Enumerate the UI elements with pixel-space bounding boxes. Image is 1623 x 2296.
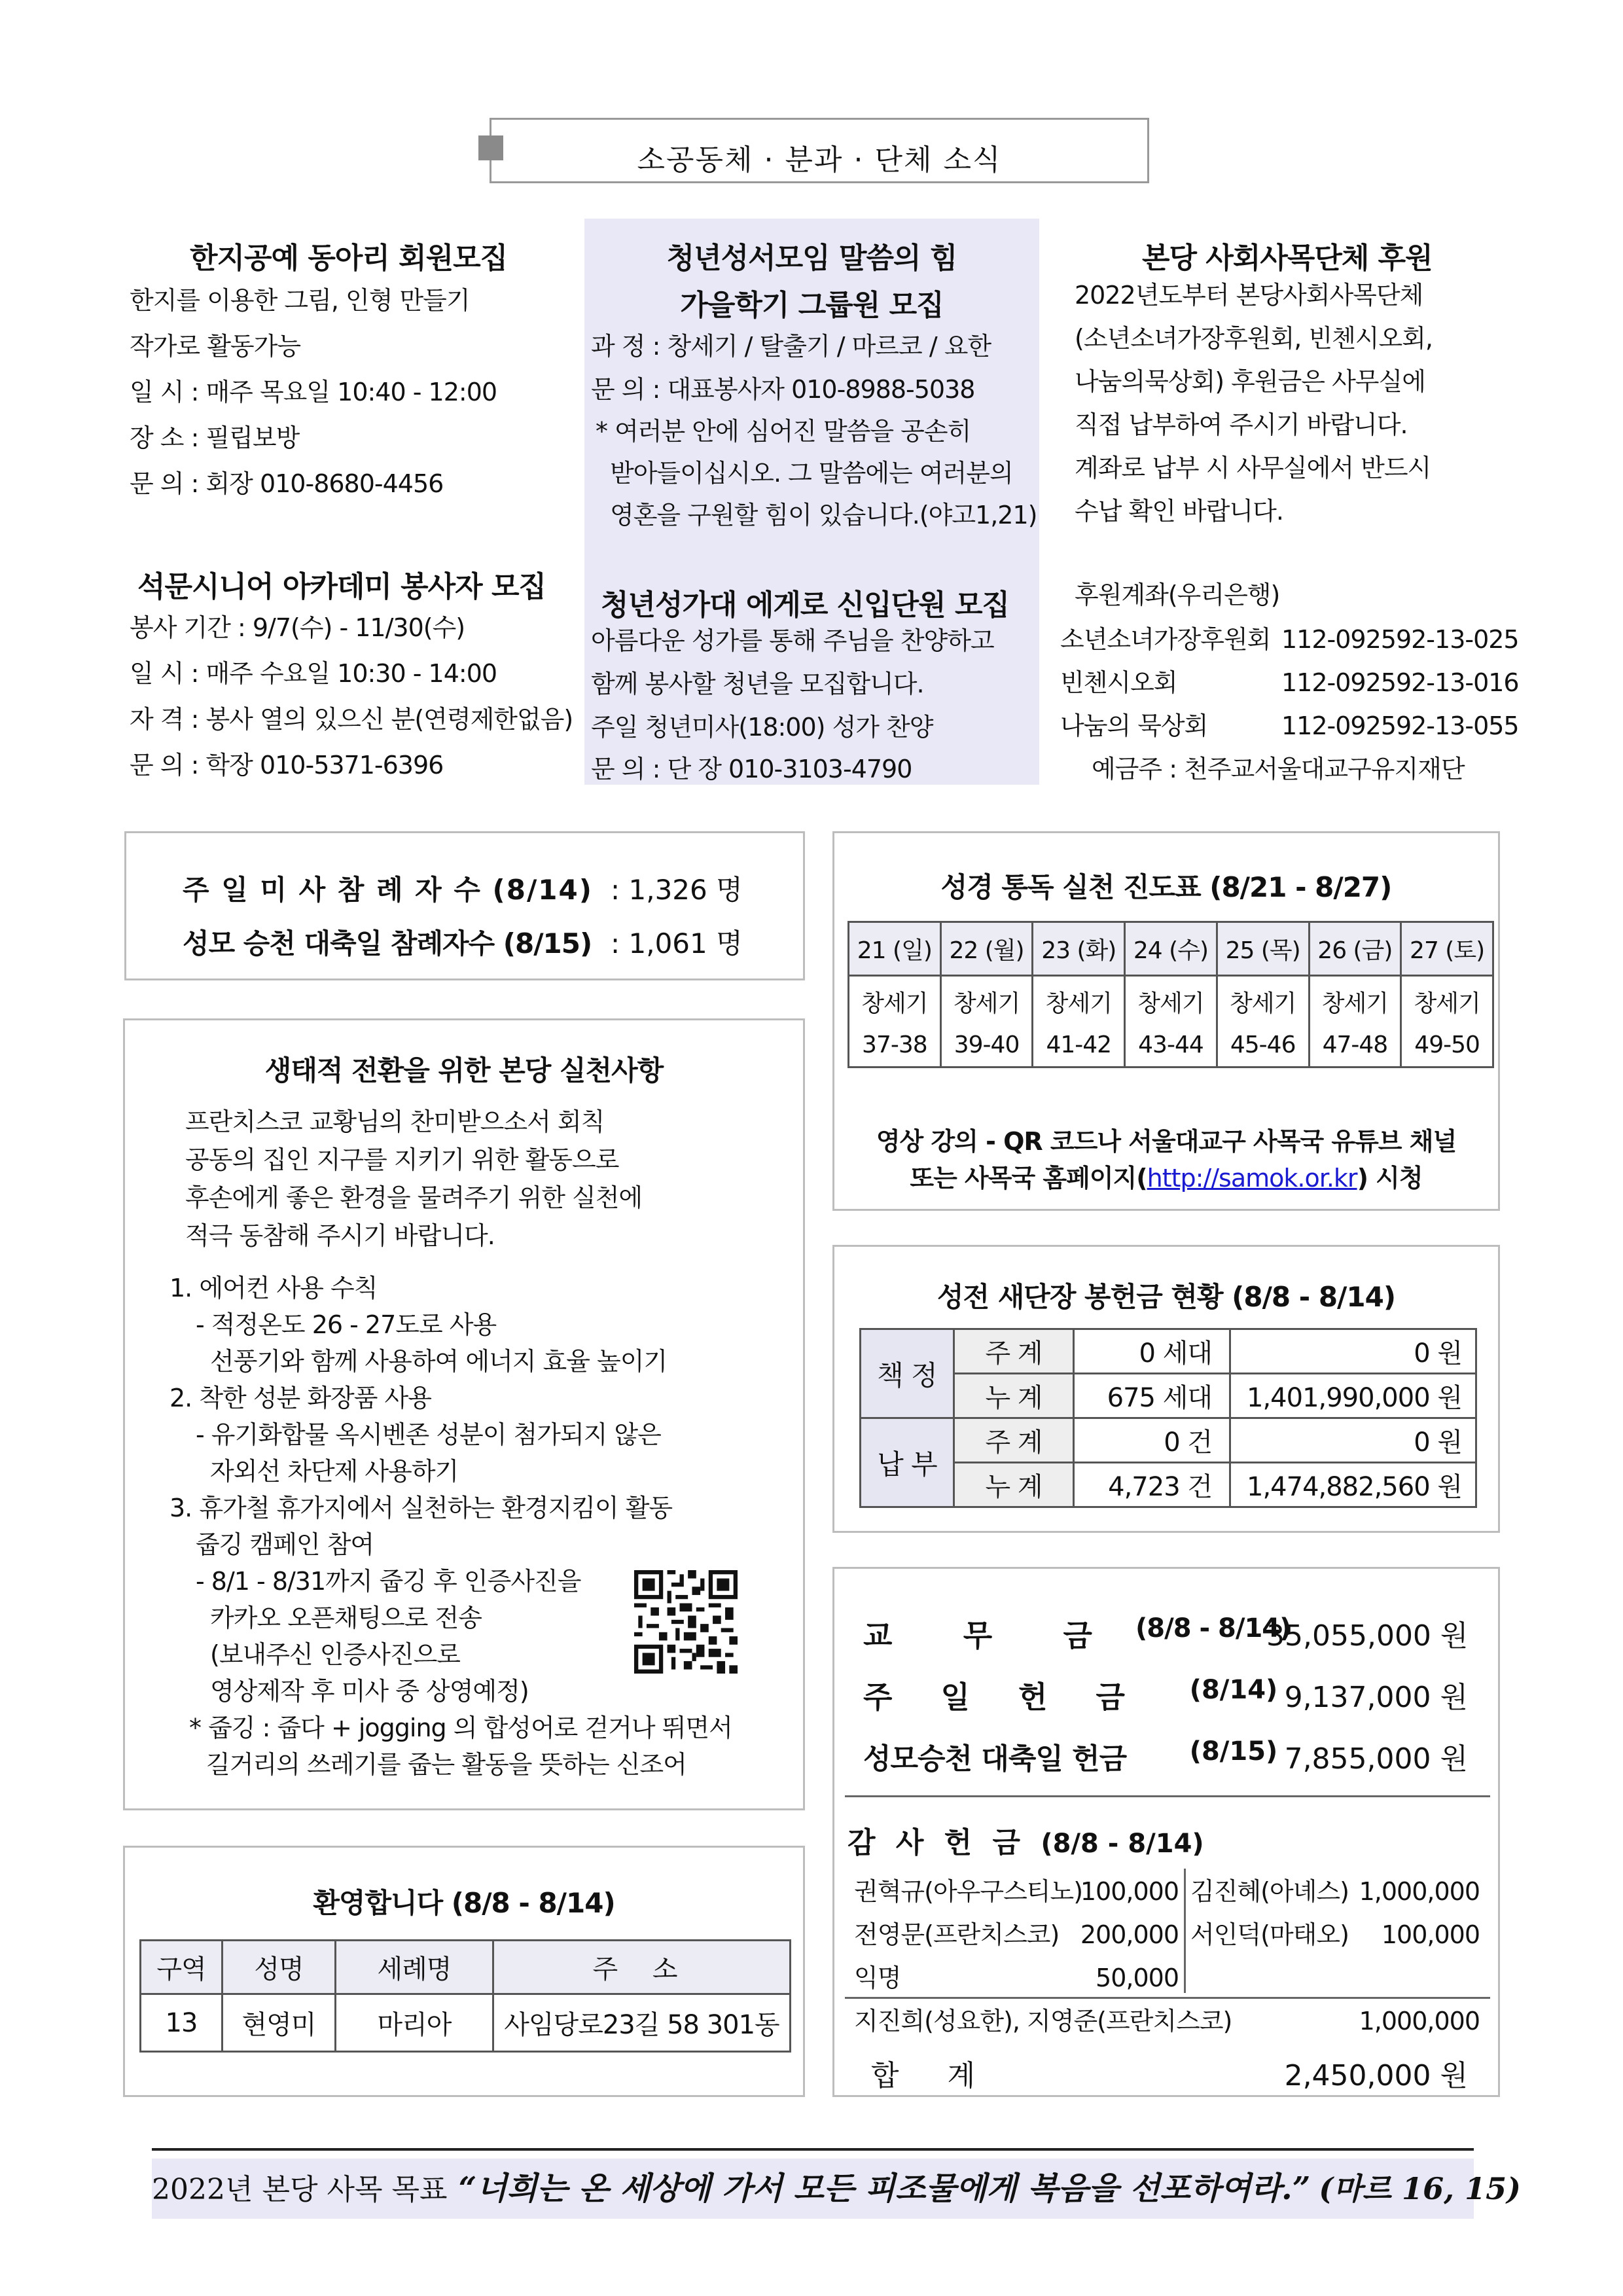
finance-label: 교 무 금 bbox=[863, 1618, 1092, 1653]
reading-note-1: 영상 강의 - QR 코드나 서울대교구 사목국 유튜브 채널 bbox=[876, 1127, 1457, 1156]
reading-book: 창세기 bbox=[1321, 990, 1389, 1017]
reading-title: 성경 통독 실천 진도표 (8/21 - 8/27) bbox=[940, 871, 1392, 903]
donor-divider bbox=[845, 1997, 1490, 1999]
eco-intro-line: 프란치스코 교황님의 찬미받으소서 회칙 bbox=[185, 1107, 605, 1136]
reading-book: 창세기 bbox=[861, 990, 928, 1017]
account-title: 후원계좌(우리은행) bbox=[1075, 581, 1280, 609]
account-number: 112-092592-13-055 bbox=[1281, 711, 1519, 740]
reading-note-2-suffix: ) 시청 bbox=[1357, 1164, 1423, 1193]
reading-table bbox=[847, 921, 1494, 1068]
donor-name: 서인덕(마태오) bbox=[1190, 1920, 1349, 1949]
eco-intro-line: 후손에게 좋은 환경을 물려주기 위한 실천에 bbox=[185, 1183, 643, 1212]
eco-item: 자외선 차단제 사용하기 bbox=[210, 1457, 459, 1486]
choir-line: 아름다운 성가를 통해 주님을 찬양하고 bbox=[591, 626, 994, 655]
senior-line: 봉사 기간 : 9/7(수) - 11/30(수) bbox=[130, 613, 465, 642]
attendance-value-2: : 1,061 명 bbox=[611, 927, 743, 960]
hanji-title: 한지공예 동아리 회원모집 bbox=[190, 242, 508, 275]
eco-item: 선풍기와 함께 사용하여 에너지 효율 높이기 bbox=[210, 1347, 668, 1376]
day-cell: 25 (목) bbox=[1217, 922, 1309, 976]
eco-item: - 8/1 - 8/31까지 줍깅 후 인증사진을 bbox=[196, 1567, 581, 1596]
account-name: 나눔의 묵상회 bbox=[1060, 711, 1208, 740]
hanji-line: 문 의 : 회장 010-8680-4456 bbox=[130, 469, 444, 498]
welcome-header: 성명 bbox=[223, 1941, 336, 1994]
welcome-title: 환영합니다 (8/8 - 8/14) bbox=[313, 1887, 615, 1919]
account-number: 112-092592-13-016 bbox=[1281, 668, 1519, 697]
reading-chapters: 47-48 bbox=[1322, 1031, 1388, 1058]
section-header bbox=[490, 118, 1149, 183]
eco-intro-line: 공동의 집인 지구를 지키기 위한 활동으로 bbox=[185, 1145, 619, 1174]
eco-box bbox=[123, 1018, 805, 1810]
day-cell: 22 (월) bbox=[940, 922, 1033, 976]
reading-chapters: 45-46 bbox=[1230, 1031, 1296, 1058]
day-cell: 24 (수) bbox=[1125, 922, 1217, 976]
footer-ref: (마르 16, 15) bbox=[1319, 2171, 1521, 2206]
finance-amount: 7,855,000 원 bbox=[1284, 1742, 1468, 1776]
finance-box bbox=[832, 1567, 1500, 2097]
account-name: 빈첸시오회 bbox=[1060, 668, 1177, 697]
donor-amount: 100,000 bbox=[1080, 1877, 1179, 1906]
day-cell: 26 (금) bbox=[1309, 922, 1401, 976]
donor-amount: 100,000 bbox=[1381, 1920, 1480, 1949]
bible-title-2: 가을학기 그룹원 모집 bbox=[680, 289, 944, 322]
hanji-line: 한지를 이용한 그림, 인형 만들기 bbox=[130, 286, 470, 315]
attendance-value-1: : 1,326 명 bbox=[611, 874, 743, 906]
ministry-line: 수납 확인 바랍니다. bbox=[1075, 497, 1283, 526]
hanji-line: 작가로 활동가능 bbox=[130, 332, 301, 361]
offering-type: 누 계 bbox=[954, 1374, 1074, 1418]
offering-count: 675 세대 bbox=[1074, 1374, 1230, 1418]
offering-count: 4,723 건 bbox=[1074, 1463, 1230, 1507]
day-cell: 23 (화) bbox=[1033, 922, 1125, 976]
reading-note-2 bbox=[834, 1158, 1498, 1194]
finance-period: (8/8 - 8/14) bbox=[1135, 1613, 1291, 1643]
ministry-line: 계좌로 납부 시 사무실에서 반드시 bbox=[1075, 454, 1431, 482]
reading-cell bbox=[1217, 976, 1309, 1067]
donor-col-divider bbox=[1184, 1869, 1186, 1993]
day-cell: 27 (토) bbox=[1401, 922, 1493, 976]
welcome-cell: 13 bbox=[141, 1994, 223, 2052]
offering-group-label: 납 부 bbox=[861, 1418, 954, 1507]
account-name: 소년소녀가장후원회 bbox=[1060, 625, 1271, 654]
welcome-cell: 사임당로23길 58 301동 bbox=[493, 1994, 791, 2052]
eco-item: 길거리의 쓰레기를 줍는 활동을 뜻하는 신조어 bbox=[206, 1750, 687, 1779]
reading-book: 창세기 bbox=[1137, 990, 1204, 1017]
offering-type: 주 계 bbox=[954, 1329, 1074, 1374]
bible-line: 과 정 : 창세기 / 탈출기 / 마르코 / 요한 bbox=[591, 332, 991, 361]
finance-period: (8/14) bbox=[1189, 1675, 1278, 1705]
donor-amount: 1,000,000 bbox=[1359, 1877, 1480, 1906]
ministry-title: 본당 사회사목단체 후원 bbox=[1142, 242, 1433, 275]
offering-group-label: 책 정 bbox=[861, 1329, 954, 1418]
total-label: 합 계 bbox=[871, 2059, 995, 2092]
account-holder: 예금주 : 천주교서울대교구유지재단 bbox=[1092, 755, 1465, 783]
senior-line: 일 시 : 매주 수요일 10:30 - 14:00 bbox=[130, 659, 497, 688]
bible-line: 문 의 : 대표봉사자 010-8988-5038 bbox=[591, 375, 975, 404]
reading-cell bbox=[1125, 976, 1217, 1067]
reading-chapters: 41-42 bbox=[1046, 1031, 1112, 1058]
reading-chapters: 39-40 bbox=[954, 1031, 1020, 1058]
eco-item: 2. 착한 성분 화장품 사용 bbox=[169, 1384, 431, 1412]
donor-amount: 200,000 bbox=[1080, 1920, 1179, 1949]
eco-title: 생태적 전환을 위한 본당 실천사항 bbox=[264, 1054, 664, 1086]
header-title: 소공동체 · 분과 · 단체 소식 bbox=[637, 143, 1002, 177]
finance-divider bbox=[845, 1795, 1490, 1797]
reading-chapters: 49-50 bbox=[1414, 1031, 1480, 1058]
bible-line: 영혼을 구원할 힘이 있습니다.(야고1,21) bbox=[610, 501, 1037, 529]
finance-amount: 9,137,000 원 bbox=[1284, 1681, 1468, 1714]
table-row bbox=[141, 1994, 791, 2052]
finance-label: 주 일 헌 금 bbox=[863, 1679, 1125, 1715]
ministry-line: 2022년도부터 본당사회사목단체 bbox=[1075, 281, 1423, 310]
reading-cell bbox=[940, 976, 1033, 1067]
bible-title-1: 청년성서모임 말씀의 힘 bbox=[666, 242, 957, 275]
thanks-title-label: 감 사 헌 금 bbox=[847, 1826, 1026, 1859]
offering-type: 누 계 bbox=[954, 1463, 1074, 1507]
donor-name: 김진혜(아녜스) bbox=[1190, 1877, 1349, 1906]
offering-amount: 0 원 bbox=[1230, 1329, 1476, 1374]
welcome-header: 구역 bbox=[141, 1941, 223, 1994]
finance-amount: 35,055,000 원 bbox=[1266, 1619, 1469, 1653]
bible-line: * 여러분 안에 심어진 말씀을 공손히 bbox=[596, 417, 971, 446]
choir-line: 함께 봉사할 청년을 모집합니다. bbox=[591, 670, 924, 698]
senior-title: 석문시니어 아카데미 봉사자 모집 bbox=[137, 570, 546, 603]
offering-table bbox=[859, 1328, 1477, 1508]
welcome-header: 주 소 bbox=[493, 1941, 791, 1994]
thanks-period: (8/8 - 8/14) bbox=[1041, 1829, 1204, 1859]
choir-line: 문 의 : 단 장 010-3103-4790 bbox=[591, 755, 912, 783]
eco-item: * 줍깅 : 줍다 + jogging 의 합성어로 걷거나 뛰면서 bbox=[189, 1713, 732, 1742]
finance-label: 성모승천 대축일 헌금 bbox=[863, 1742, 1127, 1776]
ministry-line: 나눔의묵상회) 후원금은 사무실에 bbox=[1075, 367, 1425, 396]
joint-donor-name: 지진희(성요한), 지영준(프란치스코) bbox=[854, 2007, 1232, 2036]
donor-name: 전영문(프란치스코) bbox=[854, 1920, 1060, 1949]
eco-intro-line: 적극 동참해 주시기 바랍니다. bbox=[185, 1221, 495, 1250]
offering-amount: 0 원 bbox=[1230, 1418, 1476, 1463]
reading-book: 창세기 bbox=[953, 990, 1020, 1017]
offering-amount: 1,401,990,000 원 bbox=[1230, 1374, 1476, 1418]
finance-period: (8/15) bbox=[1189, 1736, 1278, 1767]
welcome-box bbox=[123, 1846, 805, 2097]
reading-chapters: 37-38 bbox=[862, 1031, 927, 1058]
pastoral-goal bbox=[152, 2159, 1521, 2219]
samok-homepage-link[interactable]: http://samok.or.kr bbox=[1147, 1164, 1357, 1193]
eco-item: - 유기화합물 옥시벤존 성분이 첨가되지 않은 bbox=[196, 1420, 661, 1449]
hanji-line: 장 소 : 필립보방 bbox=[130, 423, 300, 452]
offering-amount: 1,474,882,560 원 bbox=[1230, 1463, 1476, 1507]
welcome-cell: 마리아 bbox=[336, 1994, 493, 2052]
ministry-line: (소년소녀가장후원회, 빈첸시오회, bbox=[1075, 324, 1433, 353]
welcome-cell: 현영미 bbox=[223, 1994, 336, 2052]
footer-prefix: 2022년 본당 사목 목표 bbox=[152, 2173, 448, 2206]
eco-item: 줍깅 캠페인 참여 bbox=[196, 1530, 374, 1559]
attendance-label-1: 주 일 미 사 참 례 자 수 (8/14) bbox=[183, 874, 593, 906]
choir-title: 청년성가대 에게로 신입단원 모집 bbox=[601, 588, 1010, 622]
footer-quote: “너희는 온 세상에 가서 모든 피조물에게 복음을 선포하여라.” bbox=[458, 2170, 1311, 2207]
reading-cell bbox=[849, 976, 941, 1067]
day-cell: 21 (일) bbox=[849, 922, 941, 976]
reading-note-2-prefix: 또는 사목국 홈페이지( bbox=[910, 1164, 1147, 1193]
footer-rule bbox=[152, 2148, 1474, 2151]
donor-amount: 50,000 bbox=[1096, 1964, 1179, 1992]
kakao-qr-code-icon[interactable] bbox=[634, 1570, 738, 1674]
attendance-box bbox=[124, 831, 805, 980]
senior-line: 자 격 : 봉사 열의 있으신 분(연령제한없음) bbox=[130, 705, 573, 734]
offering-box bbox=[832, 1245, 1500, 1533]
reading-cell bbox=[1309, 976, 1401, 1067]
offering-count: 0 건 bbox=[1074, 1418, 1230, 1463]
eco-item: 3. 휴가철 휴가지에서 실천하는 환경지킴이 활동 bbox=[169, 1494, 673, 1522]
reading-book: 창세기 bbox=[1045, 990, 1112, 1017]
joint-donor-amount: 1,000,000 bbox=[1359, 2007, 1480, 2036]
offering-type: 주 계 bbox=[954, 1418, 1074, 1463]
choir-line: 주일 청년미사(18:00) 성가 찬양 bbox=[591, 713, 933, 742]
hanji-line: 일 시 : 매주 목요일 10:40 - 12:00 bbox=[130, 378, 497, 406]
eco-item: - 적정온도 26 - 27도로 사용 bbox=[196, 1310, 497, 1339]
offering-title: 성전 새단장 봉헌금 현황 (8/8 - 8/14) bbox=[936, 1281, 1396, 1313]
reading-cell bbox=[1033, 976, 1125, 1067]
senior-line: 문 의 : 학장 010-5371-6396 bbox=[130, 751, 444, 780]
ministry-line: 직접 납부하여 주시기 바랍니다. bbox=[1075, 410, 1408, 439]
eco-item: 카카오 오픈채팅으로 전송 bbox=[210, 1604, 482, 1632]
welcome-table bbox=[139, 1939, 791, 2053]
welcome-header: 세례명 bbox=[336, 1941, 493, 1994]
reading-cell bbox=[1401, 976, 1493, 1067]
total-amount: 2,450,000 원 bbox=[1284, 2059, 1468, 2092]
donor-name: 익명 bbox=[854, 1964, 901, 1992]
eco-item: 1. 에어컨 사용 수칙 bbox=[169, 1274, 378, 1302]
account-number: 112-092592-13-025 bbox=[1281, 625, 1519, 654]
reading-chapters: 43-44 bbox=[1138, 1031, 1204, 1058]
attendance-label-2: 성모 승천 대축일 참례자수 (8/15) bbox=[183, 927, 592, 960]
eco-item: 영상제작 후 미사 중 상영예정) bbox=[210, 1677, 529, 1706]
reading-book: 창세기 bbox=[1230, 990, 1296, 1017]
bible-line: 받아들이십시오. 그 말씀에는 여러분의 bbox=[610, 459, 1013, 488]
thanks-title bbox=[847, 1819, 1204, 1861]
reading-book: 창세기 bbox=[1414, 990, 1480, 1017]
offering-count: 0 세대 bbox=[1074, 1329, 1230, 1374]
donor-name: 권혁규(아우구스티노) bbox=[854, 1877, 1083, 1906]
eco-item: (보내주신 인증사진으로 bbox=[210, 1640, 460, 1669]
reading-schedule-box bbox=[832, 831, 1500, 1211]
